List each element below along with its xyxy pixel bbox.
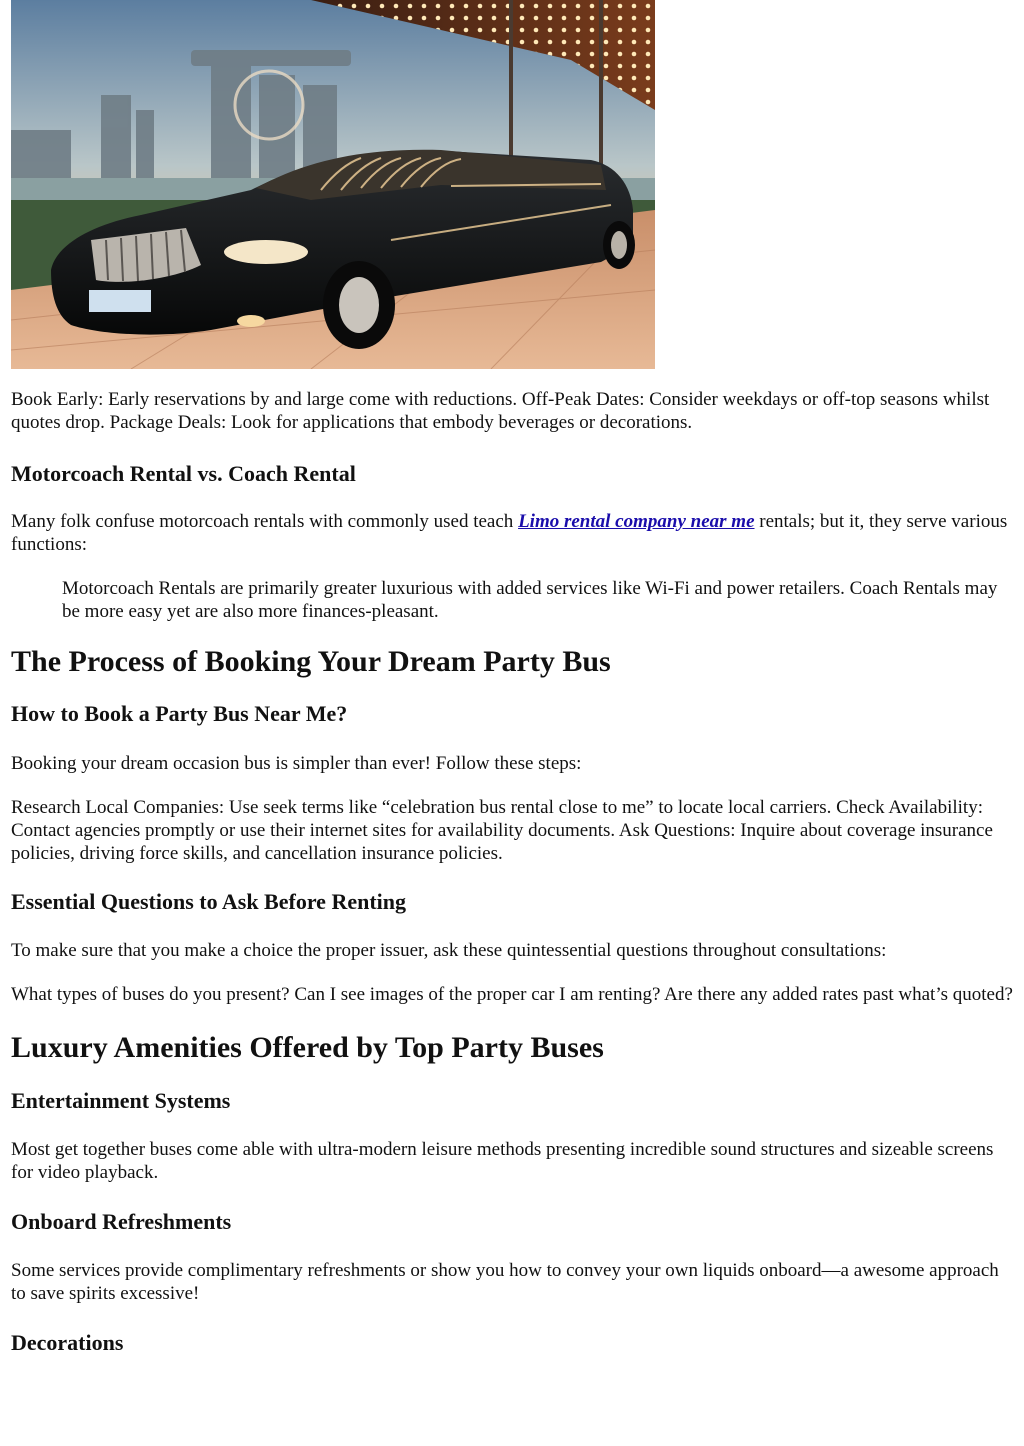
motorcoach-quote: Motorcoach Rentals are primarily greater luxurious with added services like Wi-Fi and power retailers. Coach Rentals may be more easy yet are also more finances-pleasant. [62, 578, 998, 622]
hero-limousine-image [11, 0, 655, 369]
heading-decorations: Decorations [11, 1330, 124, 1355]
heading-booking-process: The Process of Booking Your Dream Party Bus [11, 645, 611, 678]
motorcoach-intro-text-start: Many folk confuse motorcoach rentals with commonly used teach [11, 511, 519, 532]
limo-rental-link[interactable]: Limo rental company near me [518, 511, 755, 532]
heading-how-to-book: How to Book a Party Bus Near Me? [11, 701, 348, 726]
heading-essential-questions: Essential Questions to Ask Before Renting [11, 889, 407, 914]
entertainment-paragraph: Most get together buses come able with ultra-modern leisure methods presenting incredible sound structures and sizeable screens for video playback. [11, 1139, 994, 1183]
motorcoach-intro-text-end: rentals; but it, they serve various functions: [11, 511, 1008, 555]
heading-entertainment-systems: Entertainment Systems [11, 1088, 231, 1113]
heading-motorcoach-vs-coach: Motorcoach Rental vs. Coach Rental [11, 461, 356, 486]
booking-steps-intro: Booking your dream occasion bus is simpler than ever! Follow these steps: [11, 753, 582, 774]
booking-tips-paragraph: Book Early: Early reservations by and large come with reductions. Off-Peak Dates: Consider weekdays or off-top seasons whilst quotes drop. Package Deals: Look for applications that embody beverages or decorations. [11, 389, 990, 433]
heading-luxury-amenities: Luxury Amenities Offered by Top Party Buses [11, 1031, 604, 1064]
refreshments-paragraph: Some services provide complimentary refreshments or show you how to convey your own liquids onboard—a awesome approach to save spirits excessive! [11, 1260, 999, 1304]
questions-intro-paragraph: To make sure that you make a choice the proper issuer, ask these quintessential questions throughout consultations: [11, 940, 887, 961]
questions-list-paragraph: What types of buses do you present? Can I see images of the proper car I am renting? Are there any added rates past what’s quoted? [11, 984, 1013, 1005]
booking-steps-paragraph: Research Local Companies: Use seek terms like “celebration bus rental close to me” to locate local carriers. Check Availability: Contact agencies promptly or use their internet sites for availability documents. Ask Questions: Inquire about coverage insurance policies, driving force skills, and cancellation insurance policies. [11, 797, 993, 864]
motorcoach-intro-paragraph [11, 510, 1014, 556]
article-body [11, 388, 1014, 1356]
heading-onboard-refreshments: Onboard Refreshments [11, 1209, 232, 1234]
